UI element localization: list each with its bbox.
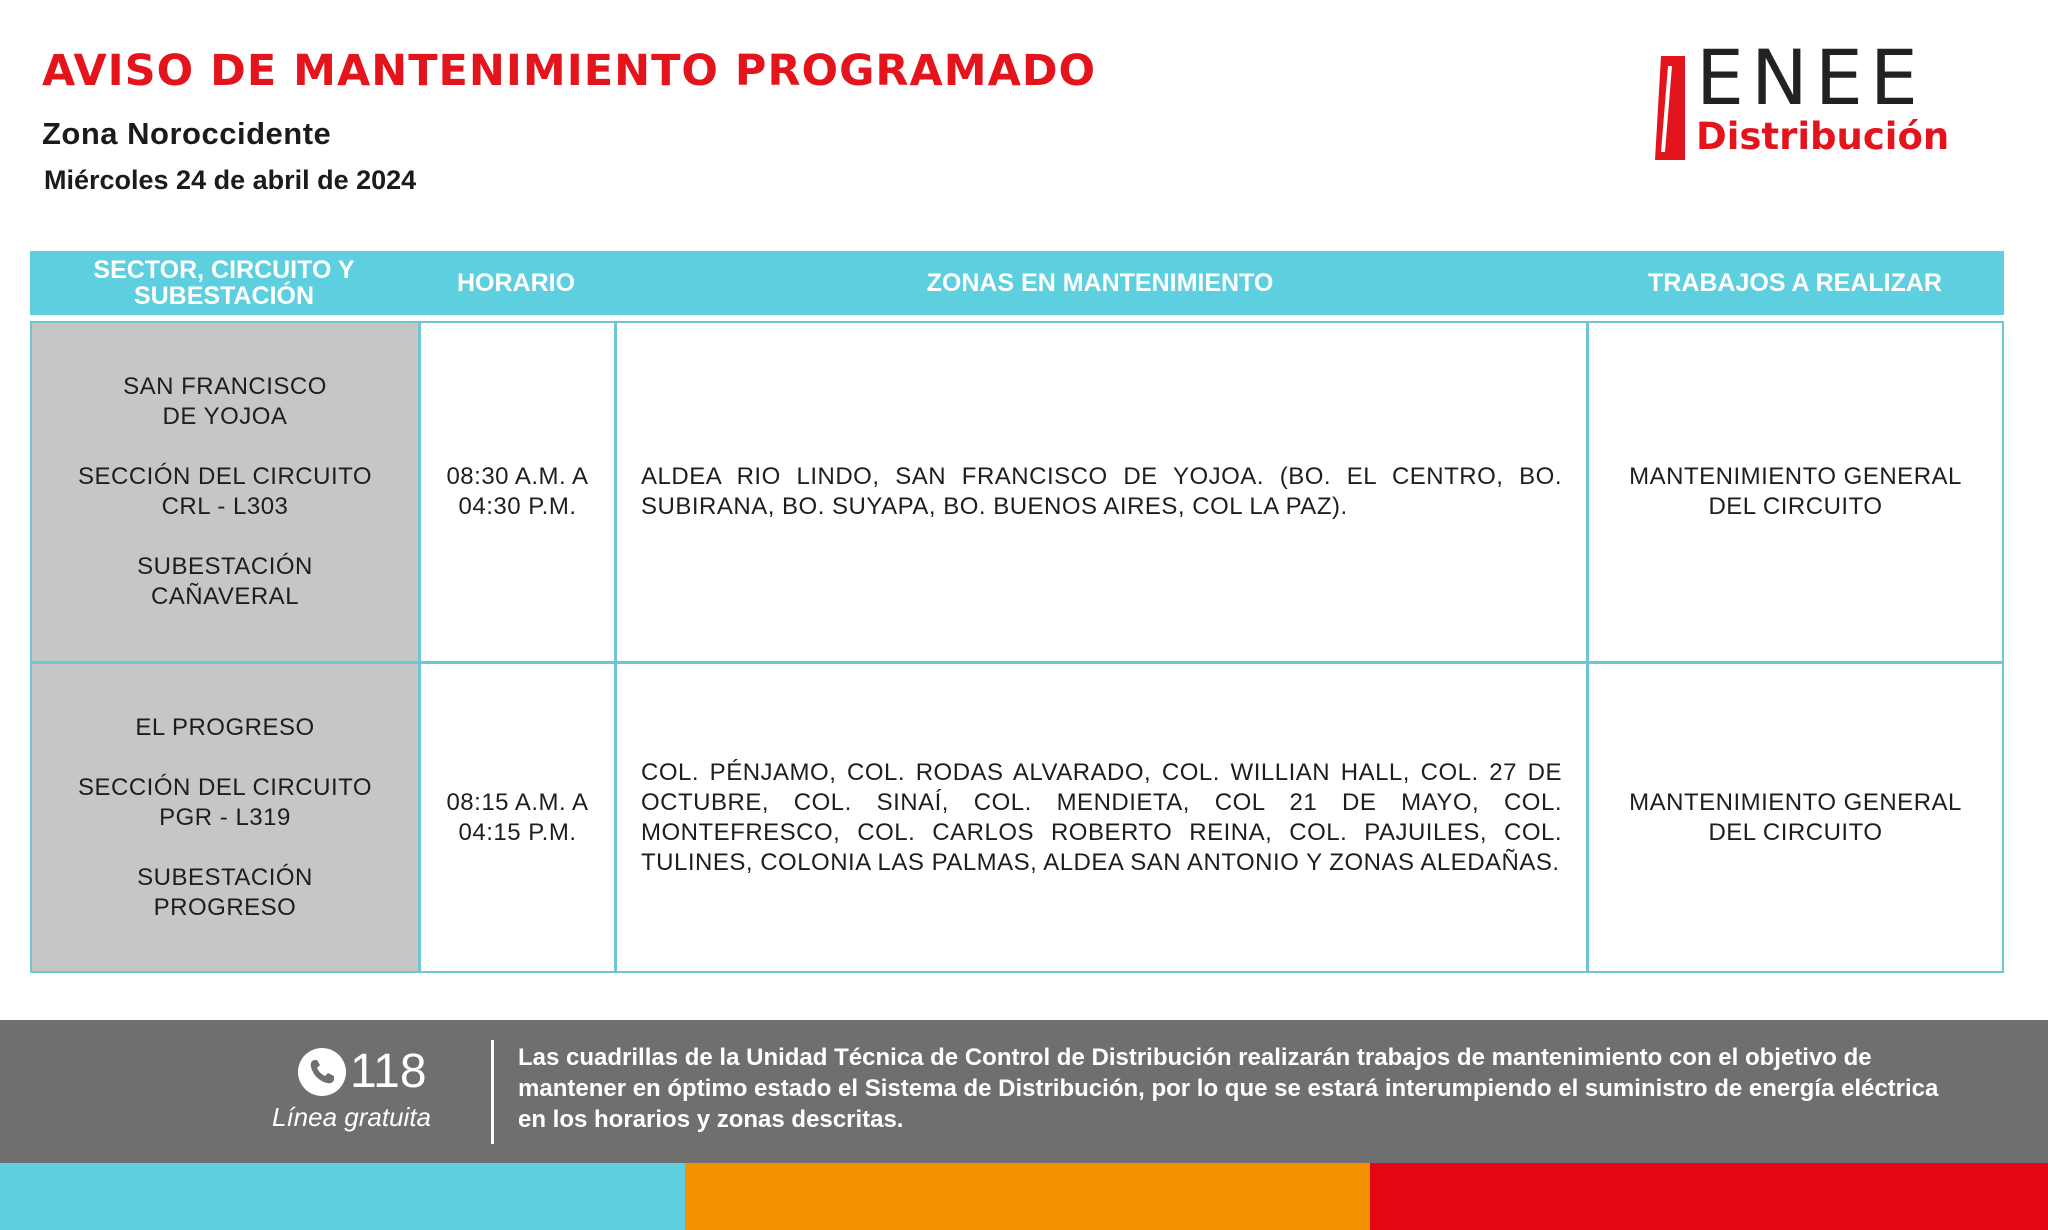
table-body bbox=[30, 321, 2004, 973]
schedule-cell: 08:30 A.M. A 04:30 P.M. bbox=[418, 323, 614, 661]
phone-label: Línea gratuita bbox=[272, 1102, 432, 1132]
circuit-section: SECCIÓN DEL CIRCUITO CRL - L303 bbox=[77, 463, 373, 520]
works-cell: MANTENIMIENTO GENERAL DEL CIRCUITO bbox=[1586, 664, 2002, 971]
zones-text: ALDEA RIO LINDO, SAN FRANCISCO DE YOJOA. (BO. EL CENTRO, BO. SUBIRANA, BO. SUYAPA, BO. BUENOS AIRES, COL LA PAZ). bbox=[641, 463, 1562, 520]
schedule-cell: 08:15 A.M. A 04:15 P.M. bbox=[418, 664, 614, 971]
table-row bbox=[32, 661, 2002, 971]
logo-brand-text: ENEE bbox=[1696, 33, 1925, 122]
enee-logo-mark-icon bbox=[1655, 56, 1685, 160]
maintenance-table bbox=[30, 251, 2004, 973]
page-title: AVISO DE MANTENIMIENTO PROGRAMADO bbox=[42, 46, 1097, 96]
footer-message: Las cuadrillas de la Unidad Técnica de Control de Distribución realizarán trabajos de mantenimiento con el objetivo de mantener en óptimo estado el Sistema de Distribución, por lo que se estará interumpiendo el suministro de energía eléctrica en los horarios y zonas descritas. bbox=[518, 1044, 1939, 1133]
phone-number[interactable]: 118 bbox=[350, 1045, 427, 1098]
phone-icon bbox=[298, 1048, 346, 1096]
date-label: Miércoles 24 de abril de 2024 bbox=[44, 165, 417, 195]
sector-cell bbox=[32, 323, 418, 661]
sector-cell bbox=[32, 664, 418, 971]
stripe-orange bbox=[685, 1163, 1370, 1230]
header-trabajos: TRABAJOS A REALIZAR bbox=[1648, 268, 1942, 297]
sector-name: SAN FRANCISCO DE YOJOA bbox=[123, 373, 327, 430]
substation-name: SUBESTACIÓN PROGRESO bbox=[137, 863, 313, 921]
circuit-section: SECCIÓN DEL CIRCUITO PGR - L319 bbox=[77, 773, 373, 831]
logo-sub-text: Distribución bbox=[1696, 115, 1950, 158]
substation-name: SUBESTACIÓN CAÑAVERAL bbox=[137, 553, 313, 610]
sector-name: EL PROGRESO bbox=[135, 713, 315, 741]
header-horario: HORARIO bbox=[456, 268, 576, 297]
zones-text: COL. PÉNJAMO, COL. RODAS ALVARADO, COL. WILLIAN HALL, COL. 27 DE OCTUBRE, COL. SINAÍ, COL. MENDIETA, COL 21 DE MAYO, COL. MONTEFRESCO, COL. CARLOS ROBERTO REINA, COL. PAJUILES, COL. TULINES, COLONIA LAS PALMAS, ALDEA SAN ANTONIO Y ZONAS ALEDAÑAS. bbox=[641, 758, 1562, 876]
zones-cell bbox=[614, 664, 1586, 971]
footer-banner bbox=[0, 1020, 2048, 1163]
table-row bbox=[32, 323, 2002, 661]
header-zonas: ZONAS EN MANTENIMIENTO bbox=[926, 268, 1274, 297]
table-header-row bbox=[30, 251, 2004, 315]
stripe-red bbox=[1370, 1163, 2048, 1230]
enee-logo bbox=[1650, 33, 1990, 164]
footer-divider bbox=[491, 1040, 494, 1144]
header-sector: SECTOR, CIRCUITO Y SUBESTACIÓN bbox=[93, 255, 355, 310]
zone-subtitle: Zona Noroccidente bbox=[42, 116, 332, 151]
zones-cell bbox=[614, 323, 1586, 661]
stripe-blue bbox=[0, 1163, 685, 1230]
works-cell: MANTENIMIENTO GENERAL DEL CIRCUITO bbox=[1586, 323, 2002, 661]
